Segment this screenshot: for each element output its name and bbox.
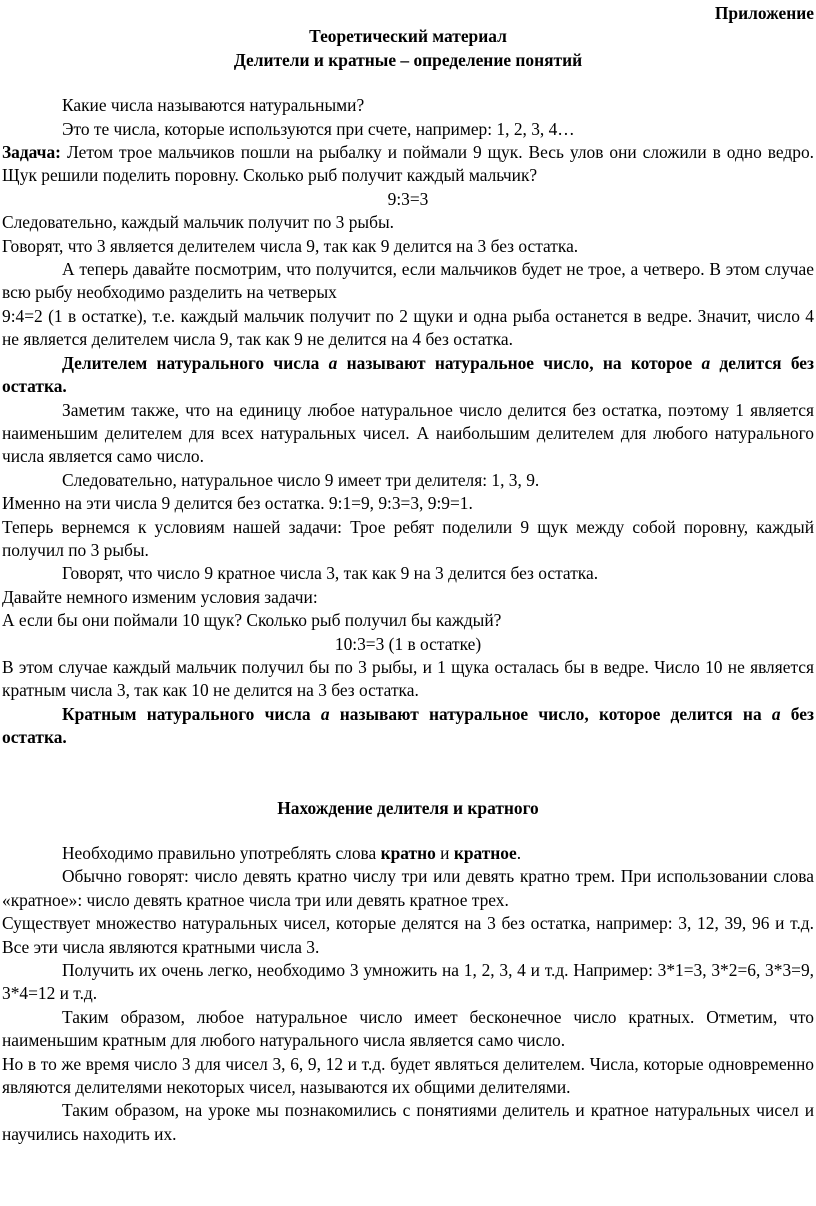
paragraph-infinite-multiples: Таким образом, любое натуральное число имеет бесконечное число кратных. Отметим, что наименьшим кратным для любого натурального числа является само число. — [2, 1006, 814, 1051]
paragraph-ten-result: В этом случае каждый мальчик получил бы по 3 рыбы, и 1 щука осталась бы в ведре. Число 10 не является кратным числа 3, так как 10 не делится на 3 без остатка. — [2, 656, 814, 701]
paragraph-many-numbers: Существует множество натуральных чисел, которые делятся на 3 без остатка, например: 3, 12, 39, 96 и т.д. Все эти числа являются кратными числа 3. — [2, 913, 814, 957]
document-title: Теоретический материал — [309, 26, 507, 47]
paragraph-one-divisor: Заметим также, что на единицу любое натуральное число делится без остатка, поэтому 1 является наименьшим делителем для всех натуральных чисел. А наибольшим делителем для любого натурального числа является само число. — [2, 399, 814, 467]
equation-9-3: 9:3=3 — [387, 188, 429, 209]
spacer — [2, 750, 814, 797]
paragraph-usually-say: Обычно говорят: число девять кратно числу три или девять кратно трем. При использовании слова «кратное»: число девять кратное числа три или девять кратное трех. — [2, 866, 814, 910]
task-label: Задача: — [2, 142, 61, 163]
equation-10-3: 10:3=3 (1 в остатке) — [334, 633, 482, 654]
word-kratnoe: кратное — [453, 843, 517, 863]
paragraph-divisions: Именно на эти числа 9 делится без остатка. 9:1=9, 9:3=3, 9:9=1. — [2, 493, 473, 514]
definition-divisor — [2, 352, 814, 399]
appendix-label: Приложение — [714, 3, 814, 23]
word-kratno: кратно — [380, 843, 436, 863]
paragraph-divisor-statement: Говорят, что 3 является делителем числа 9, так как 9 делится на 3 без остатка. — [2, 235, 579, 256]
paragraph-change-task: Давайте немного изменим условия задачи: — [2, 586, 318, 607]
word-usage-part-1: Необходимо правильно употреблять слова — [62, 843, 381, 863]
definition-divisor-var-1: а — [328, 352, 338, 373]
spacer — [2, 72, 814, 94]
definition-multiple-part-1: Кратным натурального числа — [62, 703, 321, 724]
paragraph-word-usage — [2, 842, 814, 865]
task-text: Летом трое мальчиков пошли на рыбалку и поймали 9 щук. Весь улов они сложили в одно ведро. Щук решили поделить поровну. Сколько рыб получит каждый мальчик? — [2, 142, 814, 186]
document-subtitle: Делители и кратные – определение понятий — [233, 49, 583, 70]
word-usage-part-3: . — [516, 843, 522, 863]
definition-multiple-part-2: называют натуральное число, которое делится на — [329, 703, 772, 724]
paragraph-back-to-task: Теперь вернемся к условиям нашей задачи: Трое ребят поделили 9 щук между собой поровну, каждый получил по 3 рыбы. — [2, 516, 814, 560]
spacer — [2, 820, 814, 842]
paragraph-three-divisors: Следовательно, натуральное число 9 имеет три делителя: 1, 3, 9. — [62, 469, 540, 490]
paragraph-multiple-statement: Говорят, что число 9 кратное числа 3, так как 9 на 3 делится без остатка. — [62, 563, 599, 584]
definition-multiple-part-3: без остатка. — [2, 703, 814, 748]
word-usage-part-2: и — [435, 843, 454, 863]
paragraph-conclusion: Таким образом, на уроке мы познакомились с понятиями делитель и кратное натуральных чисел и научились находить их. — [2, 1100, 814, 1144]
paragraph-natural-answer: Это те числа, которые используются при счете, например: 1, 2, 3, 4… — [62, 118, 575, 139]
section-title-finding: Нахождение делителя и кратного — [277, 797, 539, 818]
definition-divisor-part-2: называют натуральное число, на которое — [337, 352, 702, 373]
paragraph-task — [2, 141, 814, 188]
paragraph-natural-question: Какие числа называются натуральными? — [62, 95, 365, 116]
definition-multiple — [2, 703, 814, 750]
paragraph-four-boys: А теперь давайте посмотрим, что получится, если мальчиков будет не трое, а четверо. В этом случае всю рыбу необходимо разделить на четверых — [2, 259, 814, 303]
paragraph-multiply: Получить их очень легко, необходимо 3 умножить на 1, 2, 3, 4 и т.д. Например: 3*1=3, 3*2=6, 3*3=9, 3*4=12 и т.д. — [2, 960, 814, 1004]
definition-multiple-var-2: а — [771, 703, 781, 724]
definition-divisor-part-1: Делителем натурального числа — [62, 352, 329, 373]
paragraph-9-4: 9:4=2 (1 в остатке), т.е. каждый мальчик получит по 2 щуки и одна рыба останется в ведре. Значит, число 4 не является делителем числа 9, так как 9 не делится на 4 без остатка. — [2, 305, 814, 350]
paragraph-result: Следовательно, каждый мальчик получит по 3 рыбы. — [2, 212, 394, 233]
definition-multiple-var-1: а — [320, 703, 330, 724]
paragraph-ten-pike: А если бы они поймали 10 щук? Сколько рыб получил бы каждый? — [2, 610, 502, 631]
definition-divisor-var-2: а — [701, 352, 711, 373]
paragraph-common-divisors: Но в то же время число 3 для чисел 3, 6, 9, 12 и т.д. будет являться делителем. Числа, которые одновременно являются делителями некоторых чисел, называются их общими делителями. — [2, 1053, 814, 1098]
definition-divisor-part-3: делится без остатка. — [2, 352, 814, 397]
